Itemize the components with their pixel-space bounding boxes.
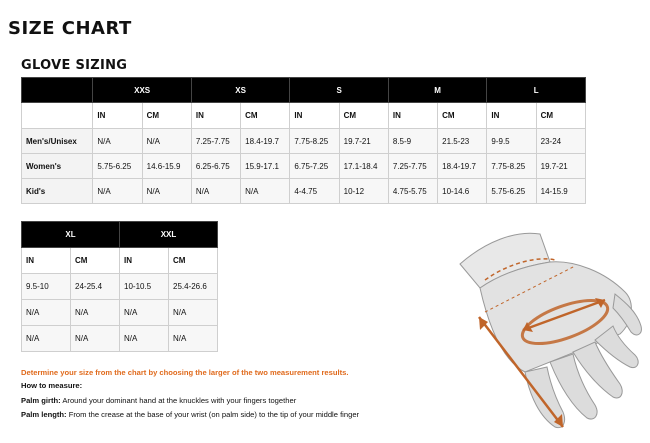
unit-row <box>22 248 218 274</box>
size-cell: 5.75-6.25 <box>93 154 142 179</box>
size-cell: N/A <box>120 326 169 352</box>
unit-label: IN <box>120 248 169 274</box>
unit-blank <box>22 103 93 129</box>
unit-label: IN <box>22 248 71 274</box>
glove-size-table-large <box>21 221 218 352</box>
size-cell: N/A <box>22 326 71 352</box>
size-cell: 19.7-21 <box>536 154 585 179</box>
table-row <box>22 326 218 352</box>
size-cell: N/A <box>169 326 218 352</box>
size-cell: 25.4-26.6 <box>169 274 218 300</box>
unit-label: IN <box>290 103 339 129</box>
size-cell: 18.4-19.7 <box>438 154 487 179</box>
table-row <box>22 154 586 179</box>
size-cell: 24-25.4 <box>71 274 120 300</box>
size-header: S <box>290 78 389 103</box>
size-cell: 7.25-7.75 <box>191 129 240 154</box>
size-cell: 8.5-9 <box>388 129 437 154</box>
size-cell: 5.75-6.25 <box>487 179 536 204</box>
size-cell: N/A <box>191 179 240 204</box>
size-cell: 4.75-5.75 <box>388 179 437 204</box>
size-cell: N/A <box>169 300 218 326</box>
unit-label: CM <box>142 103 191 129</box>
size-cell: 6.25-6.75 <box>191 154 240 179</box>
hand-measurement-illustration <box>455 222 645 434</box>
size-cell: N/A <box>71 300 120 326</box>
glove-size-table-main <box>21 77 586 204</box>
size-cell: 17.1-18.4 <box>339 154 388 179</box>
size-header: L <box>487 78 586 103</box>
row-label-mens: Men's/Unisex <box>22 129 93 154</box>
row-label-womens: Women's <box>22 154 93 179</box>
how-to-measure-heading: How to measure: <box>21 381 83 390</box>
size-cell: 15.9-17.1 <box>241 154 290 179</box>
unit-label: CM <box>438 103 487 129</box>
size-cell: 6.75-7.25 <box>290 154 339 179</box>
unit-label: IN <box>93 103 142 129</box>
size-cell: 10-14.6 <box>438 179 487 204</box>
unit-label: IN <box>191 103 240 129</box>
palm-girth-instruction <box>21 396 296 405</box>
size-cell: 14-15.9 <box>536 179 585 204</box>
size-cell: 4-4.75 <box>290 179 339 204</box>
table-row <box>22 274 218 300</box>
size-header: M <box>388 78 487 103</box>
unit-label: CM <box>536 103 585 129</box>
unit-label: CM <box>241 103 290 129</box>
size-cell: N/A <box>142 179 191 204</box>
size-cell: N/A <box>93 129 142 154</box>
section-title: GLOVE SIZING <box>21 58 128 73</box>
size-cell: N/A <box>241 179 290 204</box>
palm-girth-label: Palm girth: <box>21 396 61 405</box>
unit-label: CM <box>169 248 218 274</box>
palm-girth-text: Around your dominant hand at the knuckles with your fingers together <box>60 396 297 405</box>
size-cell: 7.25-7.75 <box>388 154 437 179</box>
size-determination-note: Determine your size from the chart by choosing the larger of the two measurement results. <box>21 368 349 377</box>
size-cell: 10-10.5 <box>120 274 169 300</box>
size-header: XS <box>191 78 290 103</box>
row-label-kids: Kid's <box>22 179 93 204</box>
unit-label: IN <box>388 103 437 129</box>
size-header: XXS <box>93 78 192 103</box>
size-cell: 9-9.5 <box>487 129 536 154</box>
size-cell: 23-24 <box>536 129 585 154</box>
table-row <box>22 179 586 204</box>
unit-label: CM <box>71 248 120 274</box>
palm-length-instruction <box>21 410 359 419</box>
palm-length-label: Palm length: <box>21 410 67 419</box>
page-title: SIZE CHART <box>8 18 132 39</box>
size-cell: N/A <box>22 300 71 326</box>
size-cell: N/A <box>93 179 142 204</box>
size-cell: 21.5-23 <box>438 129 487 154</box>
unit-label: CM <box>339 103 388 129</box>
table-row <box>22 300 218 326</box>
size-cell: 18.4-19.7 <box>241 129 290 154</box>
size-header-row <box>22 78 586 103</box>
palm-length-text: From the crease at the base of your wrist (on palm side) to the tip of your middle finger <box>66 410 360 419</box>
size-header: XL <box>22 222 120 248</box>
header-blank <box>22 78 93 103</box>
size-cell: 14.6-15.9 <box>142 154 191 179</box>
size-cell: 7.75-8.25 <box>290 129 339 154</box>
size-cell: N/A <box>120 300 169 326</box>
unit-label: IN <box>487 103 536 129</box>
size-cell: 19.7-21 <box>339 129 388 154</box>
size-header-row <box>22 222 218 248</box>
unit-row <box>22 103 586 129</box>
size-cell: 9.5-10 <box>22 274 71 300</box>
size-cell: 7.75-8.25 <box>487 154 536 179</box>
size-cell: N/A <box>142 129 191 154</box>
size-cell: N/A <box>71 326 120 352</box>
size-cell: 10-12 <box>339 179 388 204</box>
size-header: XXL <box>120 222 218 248</box>
table-row <box>22 129 586 154</box>
